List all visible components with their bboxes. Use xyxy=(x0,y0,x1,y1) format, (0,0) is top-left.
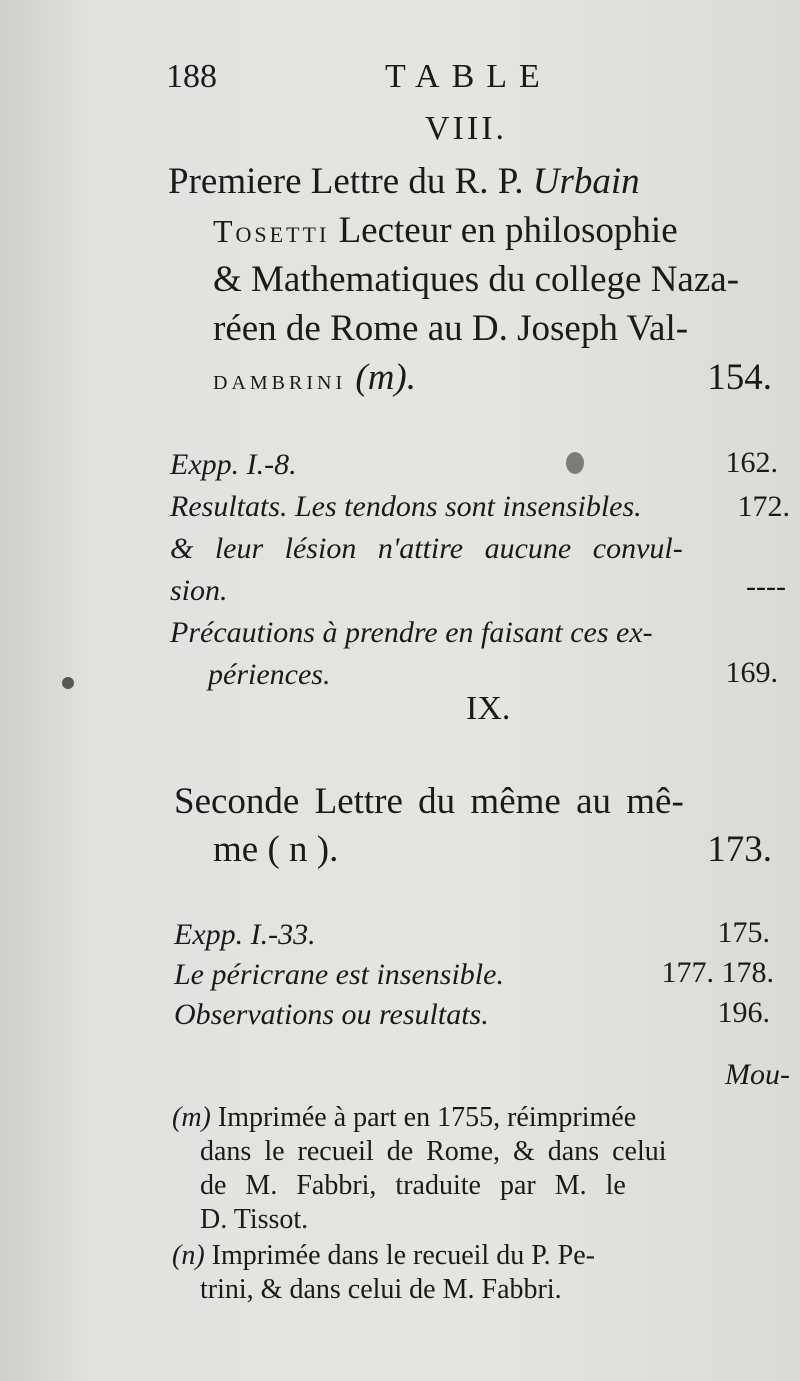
author-first-name: Urbain xyxy=(532,161,640,202)
letter-title-line xyxy=(213,209,678,252)
entry-page-number: 162. xyxy=(725,446,778,479)
letter-title-line: Seconde Lettre du même au mê- xyxy=(174,781,684,822)
section-numeral-ix: IX. xyxy=(466,690,511,727)
entry-page-number: 175. xyxy=(717,916,770,949)
page-number: 188 xyxy=(166,58,217,95)
entry-text: Resultats. Les tendons sont insensibles. xyxy=(170,490,642,523)
entry-text: Observations ou resultats. xyxy=(174,998,489,1031)
entry-page-number: 196. xyxy=(717,996,770,1029)
footnote-text: Imprimée à part en 1755, réimprimée xyxy=(217,1102,637,1133)
entry-page-number: 172. xyxy=(737,490,790,523)
letter-title-text: Premiere Lettre du R. P. xyxy=(168,161,524,202)
entry-page-number: 169. xyxy=(725,656,778,689)
catchword: Mou- xyxy=(725,1058,790,1091)
footnote-text: Imprimée dans le recueil du P. Pe- xyxy=(211,1240,595,1271)
letter-title-line: & Mathematiques du college Naza- xyxy=(213,259,740,300)
running-title: TABLE xyxy=(385,58,552,95)
footnote-line xyxy=(172,1240,595,1272)
footnote-line: D. Tissot. xyxy=(200,1204,309,1235)
footnote-mark-m: (m) xyxy=(172,1102,211,1133)
entry-text: Expp. I.-8. xyxy=(170,448,297,481)
recipient-surname: dambrini xyxy=(213,365,347,396)
entry-text: & leur lésion n'attire aucune convul- xyxy=(170,532,683,565)
entry-page-number: ---- xyxy=(746,570,786,603)
letter-title-line: réen de Rome au D. Joseph Val- xyxy=(213,308,689,349)
footnote-ref-m: (m). xyxy=(355,357,416,398)
footnote-line xyxy=(172,1102,636,1134)
entry-page-number: 173. xyxy=(707,829,772,870)
footnote-line: dans le recueil de Rome, & dans celui xyxy=(200,1136,667,1167)
entry-page-number: 177. 178. xyxy=(661,956,774,989)
footnote-line: de M. Fabbri, traduite par M. le xyxy=(200,1170,626,1201)
entry-text: Expp. I.-33. xyxy=(174,918,316,951)
entry-text: Le péricrane est insensible. xyxy=(174,958,504,991)
section-numeral-viii: VIII. xyxy=(425,110,508,147)
author-surname: Tosetti xyxy=(213,213,330,249)
entry-text: périences. xyxy=(208,658,331,691)
footnote-line: trini, & dans celui de M. Fabbri. xyxy=(200,1274,562,1305)
letter-title-line xyxy=(213,356,416,399)
letter-title-line xyxy=(168,160,640,203)
entry-text: Précautions à prendre en faisant ces ex- xyxy=(170,616,653,649)
ink-blot xyxy=(62,677,74,689)
letter-title-text: Lecteur en philosophie xyxy=(338,210,678,251)
entry-text: sion. xyxy=(170,574,228,607)
footnote-mark-n: (n) xyxy=(172,1240,205,1271)
ink-blot xyxy=(566,452,584,474)
entry-page-number: 154. xyxy=(707,357,772,398)
letter-title-line: me ( n ). xyxy=(213,829,339,870)
